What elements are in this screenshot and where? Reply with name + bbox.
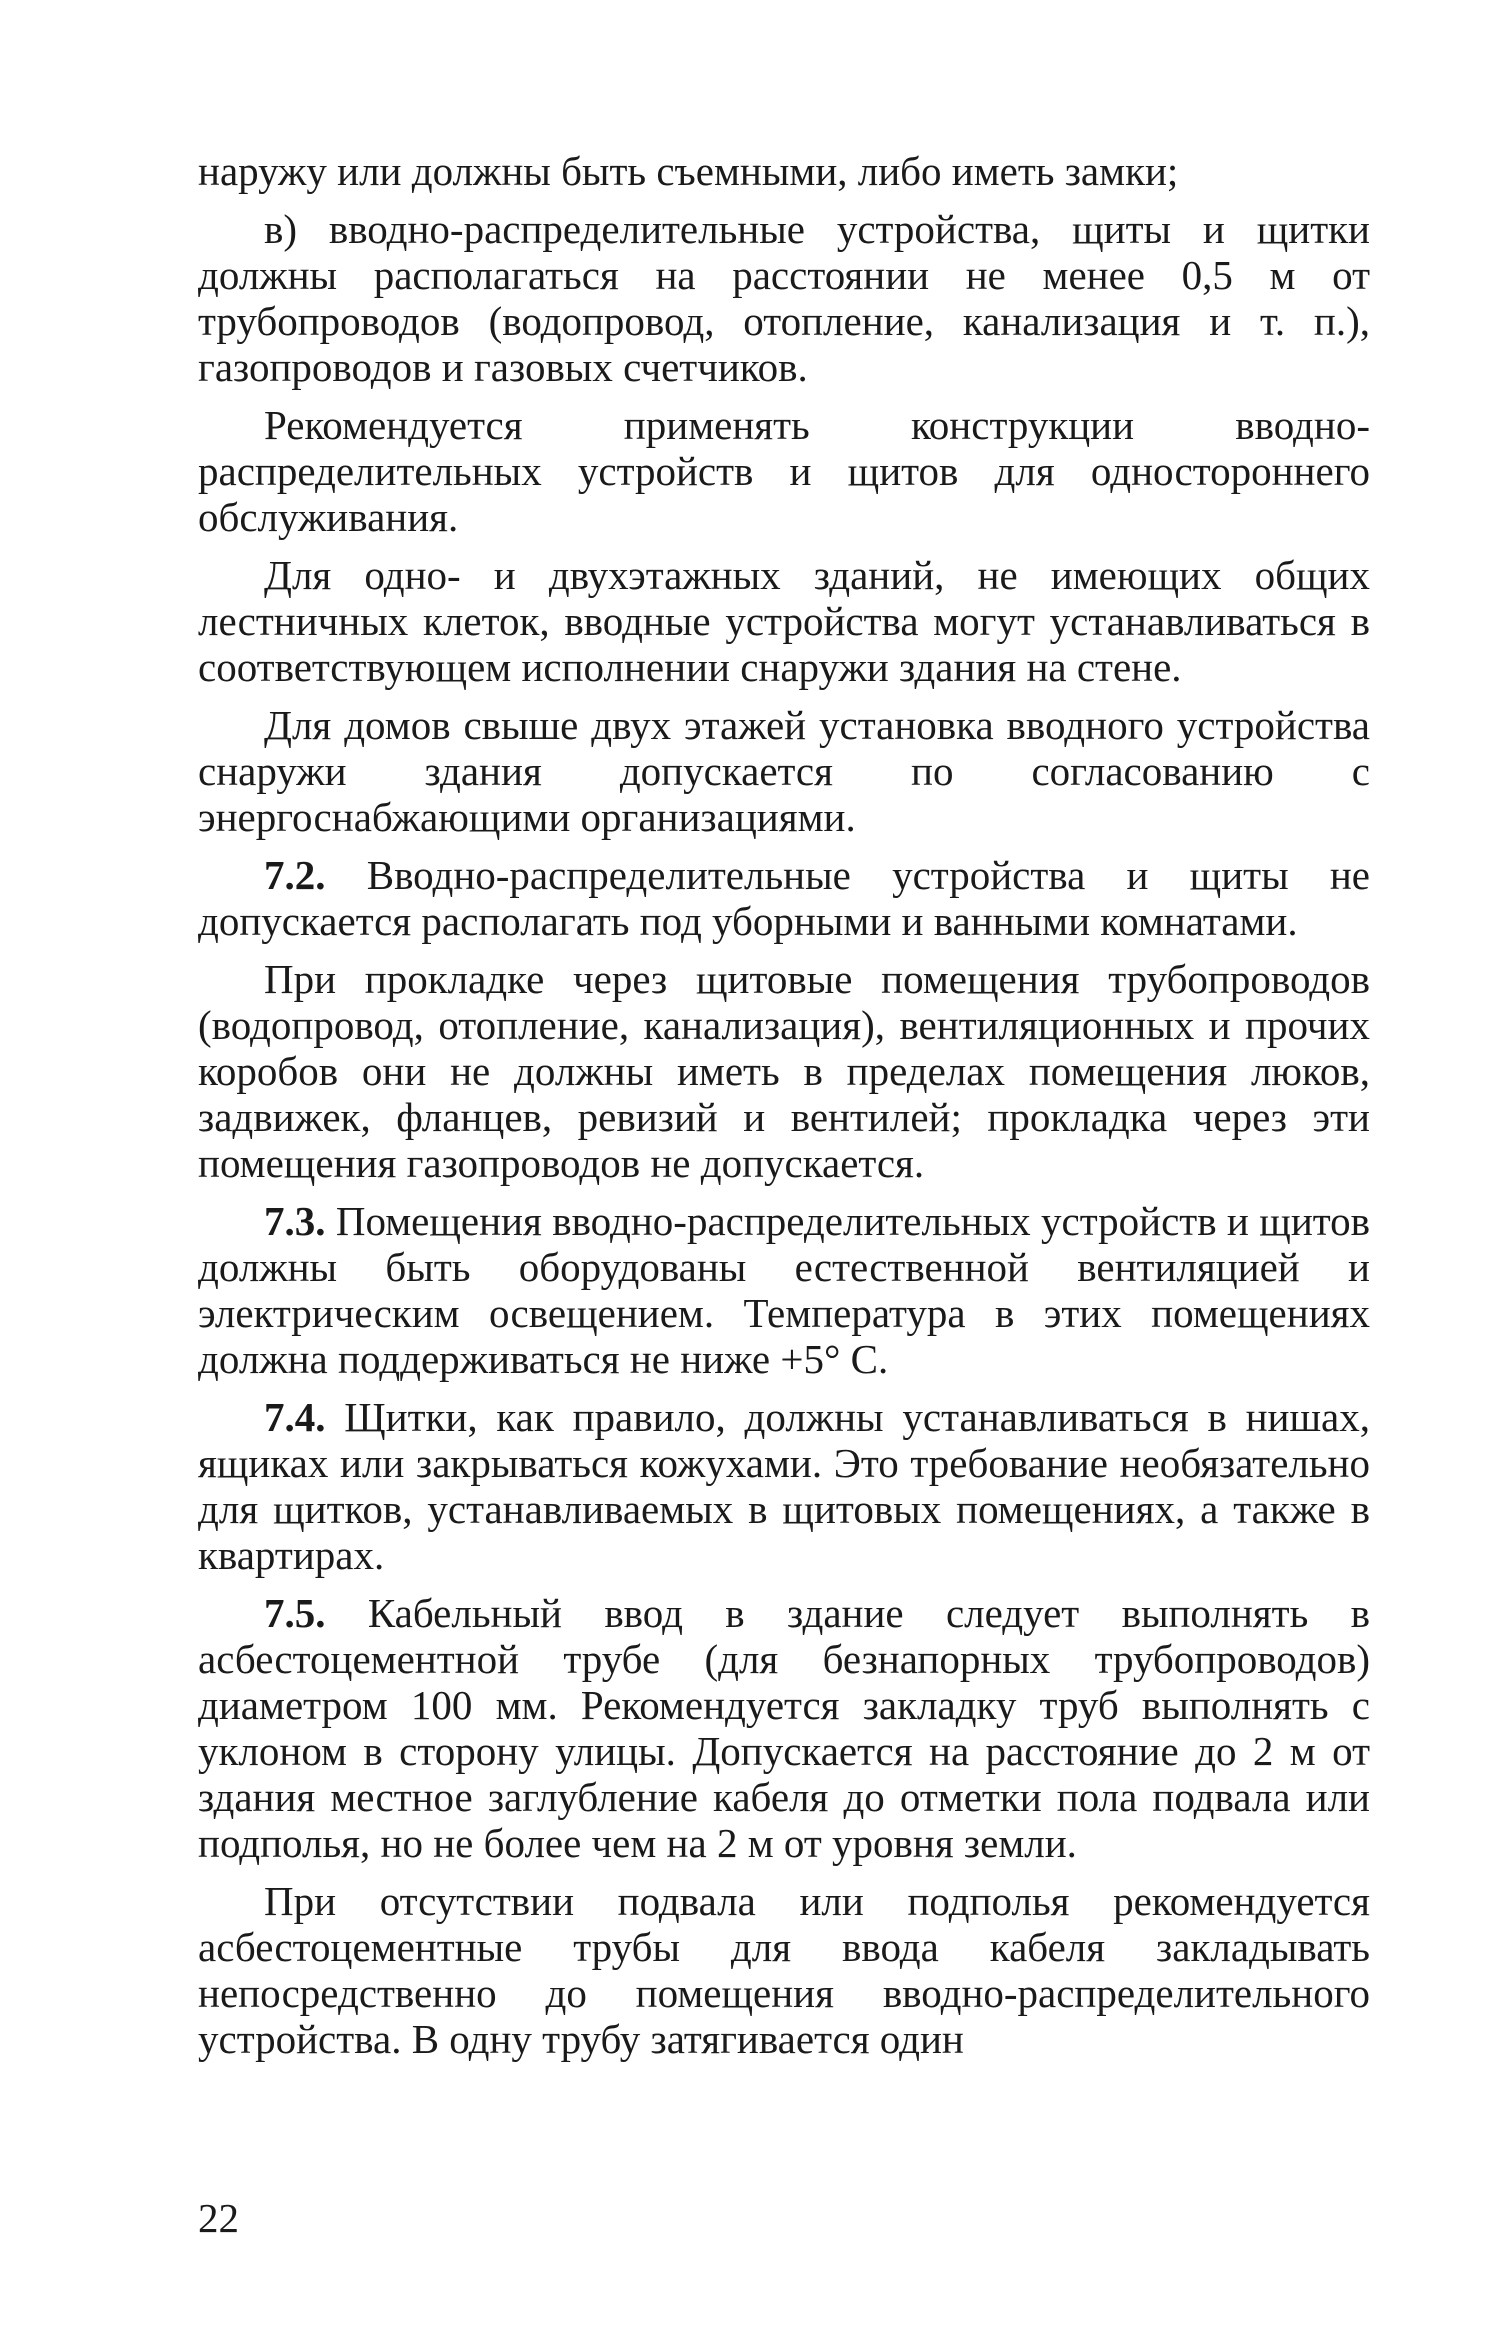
section-number: 7.2. xyxy=(264,852,326,898)
paragraph-text: Помещения вводно-распределительных устройств и щитов должны быть оборудованы естественной вентиляцией и электрическим освещением. Температура в этих помещениях должна поддерживаться не ниже +5° С. xyxy=(198,1198,1370,1382)
paragraph-text: Рекомендуется применять конструкции вводно-распределительных устройств и щитов для одностороннего обслуживания. xyxy=(198,402,1370,540)
paragraph-low-buildings xyxy=(198,552,1370,690)
paragraph-text: Вводно-распределительные устройства и щиты не допускается располагать под уборными и ванными комнатами. xyxy=(198,852,1371,944)
section-7-2 xyxy=(198,852,1370,944)
section-number: 7.5. xyxy=(264,1590,326,1636)
paragraph-text: Для одно- и двухэтажных зданий, не имеющих общих лестничных клеток, вводные устройства могут устанавливаться в соответствующем исполнении снаружи здания на стене. xyxy=(198,552,1370,690)
paragraph-text: Для домов свыше двух этажей установка вводного устройства снаружи здания допускается по согласованию с энергоснабжающими организациями. xyxy=(198,702,1370,840)
section-7-4 xyxy=(198,1394,1370,1578)
paragraph-high-buildings xyxy=(198,702,1370,840)
paragraph-item-v xyxy=(198,206,1370,390)
paragraph-text: в) вводно-распределительные устройства, щиты и щитки должны располагаться на расстоянии не менее 0,5 м от трубопроводов (водопровод, отопление, канализация и т. п.), газопроводов и газовых счетчиков. xyxy=(198,206,1370,390)
section-number: 7.4. xyxy=(264,1394,326,1440)
paragraph-text: Щитки, как правило, должны устанавливаться в нишах, ящиках или закрываться кожухами. Это требование необязательно для щитков, устанавливаемых в щитовых помещениях, а также в квартирах. xyxy=(198,1394,1370,1578)
paragraph-continuation xyxy=(198,148,1370,194)
section-number: 7.3. xyxy=(264,1198,326,1244)
paragraph-text: При прокладке через щитовые помещения трубопроводов (водопровод, отопление, канализация), вентиляционных и прочих коробов они не должны иметь в пределах помещения люков, задвижек, фланцев, ревизий и вентилей; прокладка через эти помещения газопроводов не допускается. xyxy=(198,956,1370,1186)
paragraph-recommendation xyxy=(198,402,1370,540)
paragraph-text: При отсутствии подвала или подполья рекомендуется асбестоцементные трубы для ввода кабеля закладывать непосредственно до помещения вводно-распределительного устройства. В одну трубу затягивается один xyxy=(198,1878,1370,2062)
paragraph-text: Кабельный ввод в здание следует выполнять в асбестоцементной трубе (для безнапорных трубопроводов) диаметром 100 мм. Рекомендуется закладку труб выполнять с уклоном в сторону улицы. Допускается на расстояние до 2 м от здания местное заглубление кабеля до отметки пола подвала или подполья, но не более чем на 2 м от уровня земли. xyxy=(198,1590,1370,1866)
section-7-5 xyxy=(198,1590,1370,1866)
page-body xyxy=(198,148,1370,2074)
paragraph-pipes xyxy=(198,956,1370,1186)
section-7-3 xyxy=(198,1198,1370,1382)
paragraph-no-basement xyxy=(198,1878,1370,2062)
page-number: 22 xyxy=(198,2195,239,2241)
paragraph-text: наружу или должны быть съемными, либо иметь замки; xyxy=(198,148,1179,194)
